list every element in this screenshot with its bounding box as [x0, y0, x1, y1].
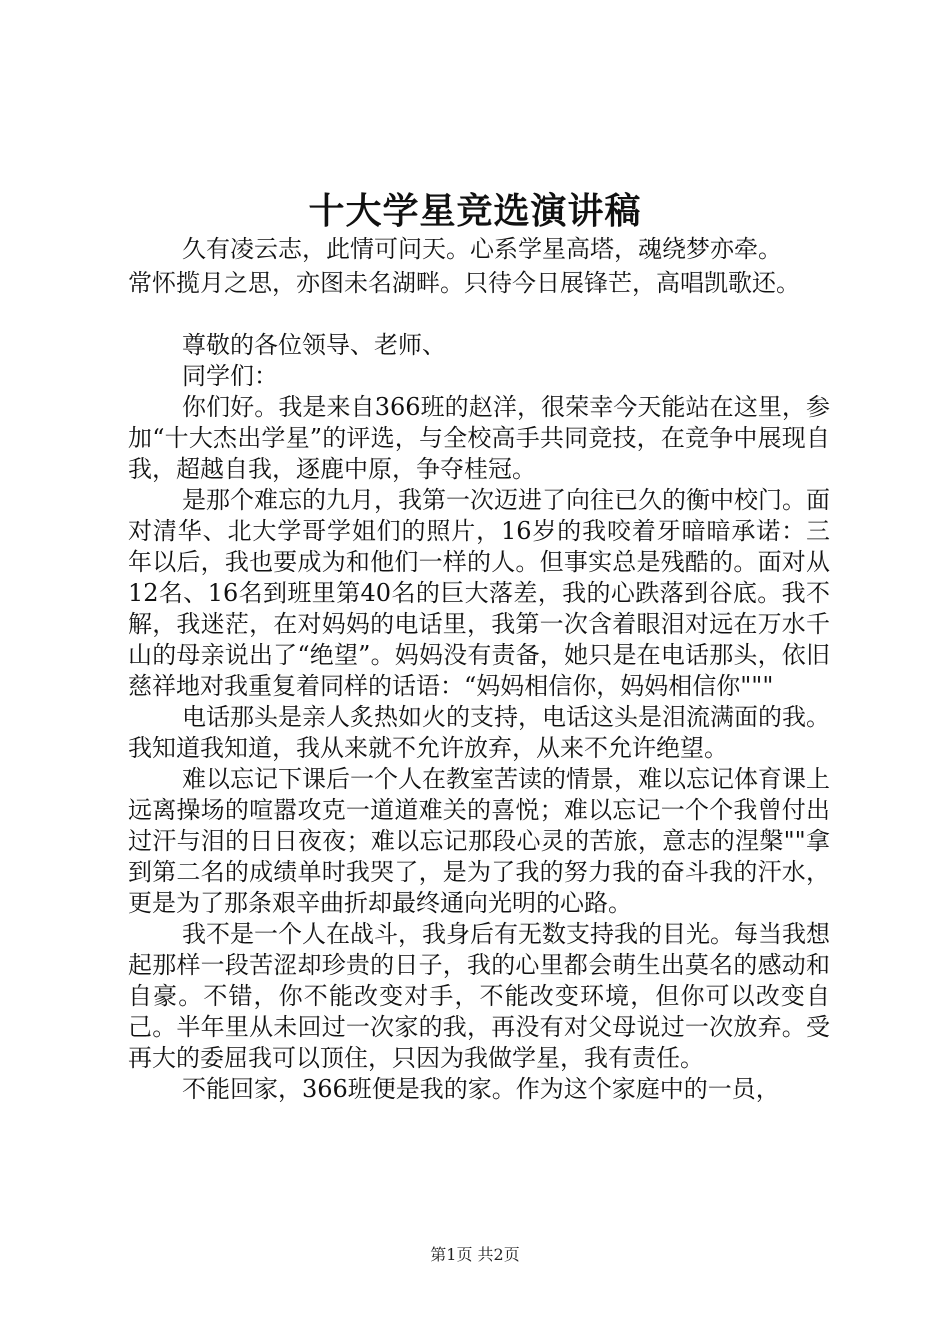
opening-poem [128, 232, 868, 300]
greeting-line-2: 同学们： [182, 362, 278, 390]
paragraph-2: 是那个难忘的九月，我第一次迈进了向往已久的衡中校门。面对清华、北大学哥学姐们的照片，16岁的我咬着牙暗暗承诺：三年以后，我也要成为和他们一样的人。但事实总是残酷的。面对从12名、16名到班里第40名的巨大落差，我的心跌落到谷底。我不解，我迷茫，在对妈妈的电话里，我第一次含着眼泪对远在万水千山的母亲说出了“绝望”。妈妈没有责备，她只是在电话那头，依旧慈祥地对我重复着同样的话语：“妈妈相信你，妈妈相信你""" [128, 486, 830, 700]
paragraph-6: 不能回家，366班便是我的家。作为这个家庭中的一员， [182, 1075, 780, 1103]
paragraph-4: 难以忘记下课后一个人在教室苦读的情景，难以忘记体育课上远离操场的喧嚣攻克一道道难关的喜悦；难以忘记一个个我曾付出过汗与泪的日日夜夜；难以忘记那段心灵的苦旅，意志的涅槃""拿到第二名的成绩单时我哭了，是为了我的努力我的奋斗我的汗水，更是为了那条艰辛曲折却最终通向光明的心路。 [128, 765, 830, 917]
greeting-line-1: 尊敬的各位领导、老师、 [182, 331, 446, 359]
poem-line-1: 久有凌云志，此情可问天。心系学星高塔，魂绕梦亦牵。 [182, 235, 782, 263]
poem-line-2: 常怀揽月之思，亦图未名湖畔。只待今日展锋芒，高唱凯歌还。 [128, 269, 800, 297]
document-title: 十大学星竞选演讲稿 [308, 190, 642, 232]
speech-body [128, 330, 830, 1105]
paragraph-5: 我不是一个人在战斗，我身后有无数支持我的目光。每当我想起那样一段苦涩却珍贵的日子，我的心里都会萌生出莫名的感动和自豪。不错，你不能改变对手，不能改变环境，但你可以改变自己。半年里从未回过一次家的我，再没有对父母说过一次放弃。受再大的委屈我可以顶住，只因为我做学星，我有责任。 [128, 920, 830, 1072]
paragraph-1: 你们好。我是来自366班的赵洋，很荣幸今天能站在这里，参加“十大杰出学星”的评选，与全校高手共同竞技，在竞争中展现自我，超越自我，逐鹿中原，争夺桂冠。 [128, 393, 830, 483]
page-number-footer: 第1页 共2页 [430, 1245, 520, 1264]
paragraph-3: 电话那头是亲人炙热如火的支持，电话这头是泪流满面的我。我知道我知道，我从来就不允许放弃，从来不允许绝望。 [128, 703, 830, 762]
